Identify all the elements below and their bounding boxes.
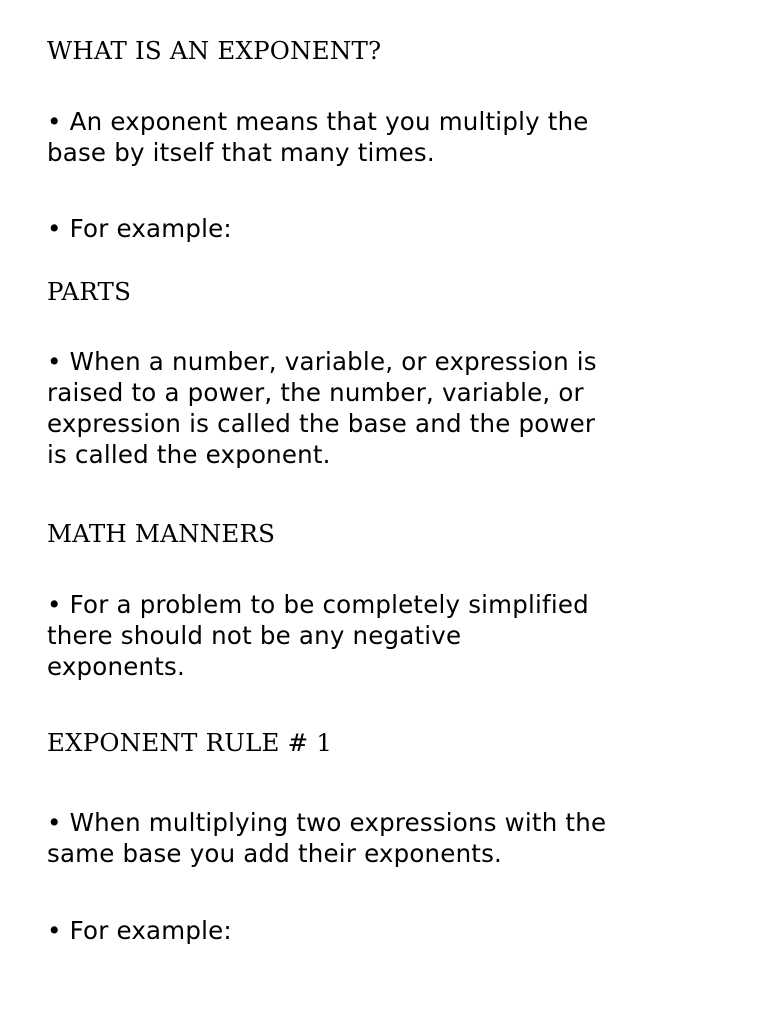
text-line: expression is called the base and the power <box>47 409 596 438</box>
bullet-for-example <box>47 213 737 244</box>
text-line: exponents. <box>47 652 185 681</box>
section-heading-exponent-rule-1: EXPONENT RULE # 1 <box>47 728 333 757</box>
text-line: • When multiplying two expressions with the <box>47 808 607 837</box>
section-heading-math-manners: MATH MANNERS <box>47 519 276 548</box>
text-line: • An exponent means that you multiply the <box>47 107 589 136</box>
bullet-add-exponents <box>47 807 737 869</box>
section-heading-parts: PARTS <box>47 277 132 306</box>
bullet-no-negative-exponents <box>47 589 737 682</box>
text-line: is called the exponent. <box>47 440 331 469</box>
text-line: • When a number, variable, or expression is <box>47 347 597 376</box>
bullet-base-and-power <box>47 346 737 470</box>
text-line: base by itself that many times. <box>47 138 435 167</box>
text-line: • For example: <box>47 214 232 243</box>
bullet-exponent-definition <box>47 106 737 168</box>
text-line: • For a problem to be completely simplified <box>47 590 589 619</box>
text-line: • For example: <box>47 916 232 945</box>
section-heading-what-is-an-exponent: WHAT IS AN EXPONENT? <box>47 36 382 65</box>
text-line: raised to a power, the number, variable, or <box>47 378 584 407</box>
text-line: there should not be any negative <box>47 621 462 650</box>
bullet-for-example <box>47 915 737 946</box>
text-line: same base you add their exponents. <box>47 839 503 868</box>
